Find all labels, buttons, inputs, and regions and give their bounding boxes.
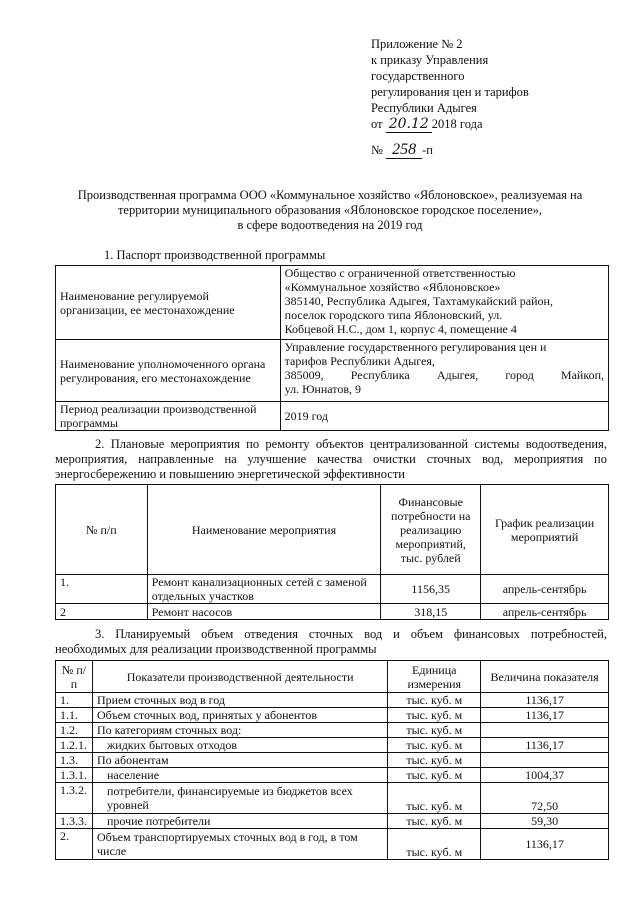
cell-indicator: Объем сточных вод, принятых у абонентов [92, 708, 387, 723]
cell-num: 1. [56, 575, 148, 604]
section3-heading: 3. Планируемый объем отведения сточных вод и объем финансовых потребностей, необходимых для реализации производственной программы [55, 627, 607, 656]
cell-num: 1.1. [56, 708, 93, 723]
cell-schedule: апрель-сентябрь [481, 575, 609, 604]
cell-value [481, 753, 609, 768]
appendix-date [371, 116, 529, 132]
cell-num: 1.3.1. [56, 768, 93, 783]
value-line: 385140, Республика Адыгея, Тахтамукайский район, [284, 294, 553, 308]
cell-cost: 318,15 [381, 604, 481, 620]
cell-indicator: население [92, 768, 387, 783]
cell-value: 1136,17 [481, 693, 609, 708]
passport-table [55, 265, 609, 431]
table-row [56, 723, 609, 738]
date-handwritten: 20.12 [386, 116, 432, 133]
cell-num: 2 [56, 604, 148, 620]
cell-unit: тыс. куб. м [388, 783, 481, 814]
table-row [56, 814, 609, 829]
value-line: Общество с ограниченной ответственностью [284, 266, 516, 280]
col-header-cost: Финансовые потребности на реализацию мероприятий, тыс. рублей [381, 485, 481, 575]
passport-label: Период реализации производственной программы [56, 402, 281, 431]
col-header-unit: Единица измерения [388, 661, 481, 693]
value-line: поселок городского типа Яблоновский, ул. [284, 308, 503, 322]
cell-value: 72,50 [481, 783, 609, 814]
cell-unit: тыс. куб. м [388, 723, 481, 738]
passport-value: 2019 год [280, 402, 608, 431]
date-suffix: 2018 года [431, 117, 483, 131]
table-row [56, 693, 609, 708]
cell-name: Ремонт насосов [147, 604, 381, 620]
title-line: территории муниципального образования «Яблоновское городское поселение», [117, 203, 543, 217]
cell-indicator: По абонентам [92, 753, 387, 768]
order-number-handwritten: 258 [386, 141, 422, 159]
table-row [56, 266, 609, 340]
table-row [56, 402, 609, 431]
passport-value [280, 266, 608, 340]
col-header-schedule: График реализации мероприятий [481, 485, 609, 575]
cell-name: Ремонт канализационных сетей с заменой отдельных участков [147, 575, 381, 604]
cell-indicator: жидких бытовых отходов [92, 738, 387, 753]
cell-unit: тыс. куб. м [388, 708, 481, 723]
col-header-num: № п/п [56, 661, 93, 693]
cell-indicator: Объем транспортируемых сточных вод в год, в том числе [92, 829, 387, 860]
cell-unit: тыс. куб. м [388, 693, 481, 708]
cell-cost: 1156,35 [381, 575, 481, 604]
col-header-indicator: Показатели производственной деятельности [92, 661, 387, 693]
cell-value: 1136,17 [481, 708, 609, 723]
cell-unit: тыс. куб. м [388, 753, 481, 768]
cell-num: 1.3.2. [56, 783, 93, 814]
cell-value: 1136,17 [481, 829, 609, 860]
appendix-line: государственного [371, 69, 465, 83]
table-row [56, 708, 609, 723]
cell-indicator: По категориям сточных вод: [92, 723, 387, 738]
table-row [56, 753, 609, 768]
cell-num: 1.3. [56, 753, 93, 768]
table-row [56, 829, 609, 860]
table-row [56, 575, 609, 604]
cell-schedule: апрель-сентябрь [481, 604, 609, 620]
section1-heading: 1. Паспорт производственной программы [104, 248, 326, 262]
cell-unit: тыс. куб. м [388, 829, 481, 860]
table-row [56, 340, 609, 402]
measures-table [55, 484, 609, 620]
appendix-line: Республики Адыгея [371, 101, 477, 115]
title-line: Производственная программа ООО «Коммунальное хозяйство «Яблоновское», реализуемая на [77, 188, 583, 202]
cell-value: 1136,17 [481, 738, 609, 753]
cell-indicator: Прием сточных вод в год [92, 693, 387, 708]
title-line: в сфере водоотведения на 2019 год [237, 218, 423, 232]
cell-indicator: потребители, финансируемые из бюджетов всех уровней [92, 783, 387, 814]
cell-num: 2. [56, 829, 93, 860]
col-header-num: № п/п [56, 485, 148, 575]
cell-indicator: прочие потребители [92, 814, 387, 829]
appendix-line: регулирования цен и тарифов [371, 85, 529, 99]
date-prefix: от [371, 117, 383, 131]
table-row [56, 783, 609, 814]
passport-label: Наименование регулируемой организации, ее местонахождение [56, 266, 281, 340]
col-header-value: Величина показателя [481, 661, 609, 693]
appendix-line: к приказу Управления [371, 53, 489, 67]
value-line: Управление государственного регулирования цен и [284, 340, 547, 354]
order-number-suffix: -п [422, 143, 433, 157]
value-line: 385009, Республика Адыгея, город Майкоп, [284, 368, 604, 382]
order-number [371, 141, 433, 159]
value-line: ул. Юннатов, 9 [284, 382, 362, 396]
cell-unit: тыс. куб. м [388, 768, 481, 783]
table-row [56, 604, 609, 620]
table-row [56, 768, 609, 783]
value-line: «Коммунальное хозяйство «Яблоновское» [284, 280, 501, 294]
table-header-row [56, 661, 609, 693]
appendix-block [371, 36, 529, 132]
cell-unit: тыс. куб. м [388, 814, 481, 829]
cell-value [481, 723, 609, 738]
value-line: тарифов Республики Адыгея, [284, 354, 435, 368]
order-number-prefix: № [371, 143, 383, 157]
passport-value [280, 340, 608, 402]
table-header-row [56, 485, 609, 575]
cell-num: 1.3.3. [56, 814, 93, 829]
cell-value: 59,30 [481, 814, 609, 829]
table-row [56, 738, 609, 753]
cell-value: 1004,37 [481, 768, 609, 783]
cell-num: 1.2. [56, 723, 93, 738]
volume-table [55, 660, 609, 860]
col-header-name: Наименование мероприятия [147, 485, 381, 575]
cell-num: 1.2.1. [56, 738, 93, 753]
cell-num: 1. [56, 693, 93, 708]
document-title [40, 188, 620, 233]
section2-heading: 2. Плановые мероприятия по ремонту объектов централизованной системы водоотведения, мероприятия, направленные на улучшение качества очистки сточных вод, мероприятия по энергосбережению и повышению энергетической эффективности [55, 437, 607, 481]
passport-label: Наименование уполномоченного органа регулирования, его местонахождение [56, 340, 281, 402]
appendix-line: Приложение № 2 [371, 37, 463, 51]
value-line: Кобцевой Н.С., дом 1, корпус 4, помещение 4 [284, 322, 517, 336]
cell-unit: тыс. куб. м [388, 738, 481, 753]
